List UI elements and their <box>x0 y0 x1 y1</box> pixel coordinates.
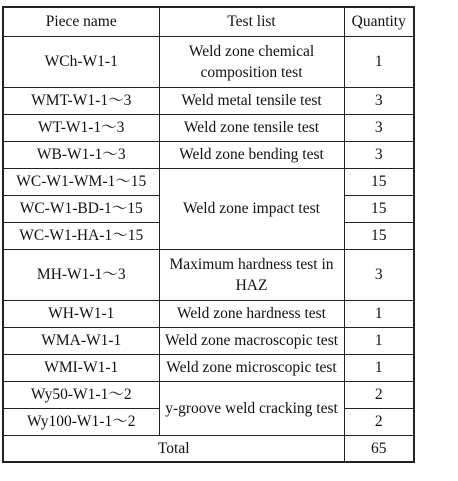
quantity-cell: 3 <box>344 114 414 141</box>
table-row <box>3 381 414 408</box>
table-row <box>3 87 414 114</box>
table-row <box>3 327 414 354</box>
piece-name-cell: WT-W1-1～3 <box>3 114 159 141</box>
test-list-cell: y-groove weld cracking test <box>159 381 344 435</box>
quantity-cell: 3 <box>344 249 414 300</box>
test-list-cell: Weld zone microscopic test <box>159 354 344 381</box>
piece-name-cell: WB-W1-1～3 <box>3 141 159 168</box>
piece-name-cell: Wy100-W1-1～2 <box>3 408 159 435</box>
quantity-cell: 3 <box>344 141 414 168</box>
piece-name-cell: WMI-W1-1 <box>3 354 159 381</box>
piece-name-cell: WC-W1-WM-1～15 <box>3 168 159 195</box>
quantity-cell: 3 <box>344 87 414 114</box>
quantity-cell: 15 <box>344 222 414 249</box>
quantity-cell: 15 <box>344 168 414 195</box>
piece-name-cell: WC-W1-BD-1～15 <box>3 195 159 222</box>
quantity-cell: 1 <box>344 300 414 327</box>
table-row <box>3 354 414 381</box>
piece-name-cell: Wy50-W1-1～2 <box>3 381 159 408</box>
piece-name-cell: WH-W1-1 <box>3 300 159 327</box>
table-row <box>3 168 414 195</box>
piece-name-cell: WCh-W1-1 <box>3 36 159 87</box>
table-row <box>3 114 414 141</box>
test-list-cell: Weld zone bending test <box>159 141 344 168</box>
total-row <box>3 435 414 462</box>
test-list-cell: Weld zone chemical composition test <box>159 36 344 87</box>
quantity-cell: 1 <box>344 36 414 87</box>
test-list-cell: Weld zone hardness test <box>159 300 344 327</box>
test-piece-table-container <box>2 6 415 463</box>
test-list-cell: Weld zone impact test <box>159 168 344 249</box>
quantity-cell: 2 <box>344 408 414 435</box>
test-list-cell: Maximum hardness test in HAZ <box>159 249 344 300</box>
quantity-cell: 1 <box>344 327 414 354</box>
piece-name-cell: WMT-W1-1～3 <box>3 87 159 114</box>
table-row <box>3 249 414 300</box>
header-row <box>3 7 414 36</box>
table-row <box>3 141 414 168</box>
test-piece-table <box>2 6 415 463</box>
piece-name-cell: MH-W1-1～3 <box>3 249 159 300</box>
test-list-cell: Weld metal tensile test <box>159 87 344 114</box>
table-row <box>3 300 414 327</box>
quantity-cell: 1 <box>344 354 414 381</box>
quantity-cell: 2 <box>344 381 414 408</box>
test-list-cell: Weld zone macroscopic test <box>159 327 344 354</box>
piece-name-cell: WMA-W1-1 <box>3 327 159 354</box>
header-test-list: Test list <box>159 7 344 36</box>
header-quantity: Quantity <box>344 7 414 36</box>
table-row <box>3 36 414 87</box>
piece-name-cell: WC-W1-HA-1～15 <box>3 222 159 249</box>
quantity-cell: 15 <box>344 195 414 222</box>
total-value: 65 <box>344 435 414 462</box>
test-list-cell: Weld zone tensile test <box>159 114 344 141</box>
total-label: Total <box>3 435 344 462</box>
header-piece-name: Piece name <box>3 7 159 36</box>
